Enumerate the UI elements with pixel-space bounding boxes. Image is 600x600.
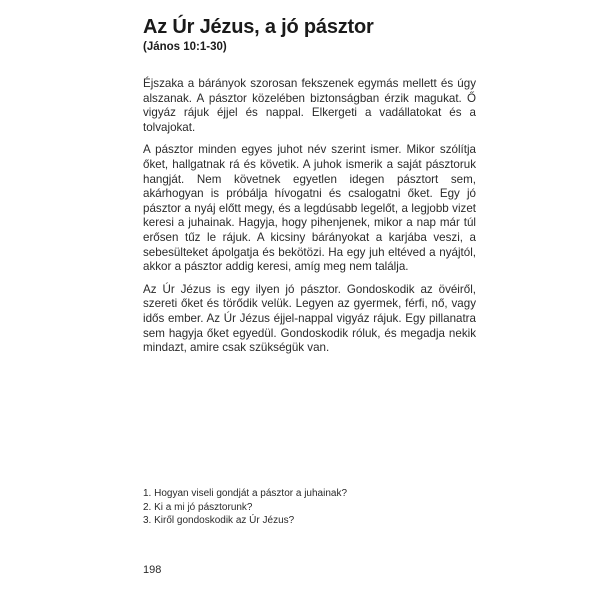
- questions-list: [143, 487, 476, 528]
- question-2: 2. Ki a mi jó pásztorunk?: [143, 501, 253, 513]
- paragraph-2: A pásztor minden egyes juhot név szerint ismer. Mikor szólítja őket, hallgatnak rá és követik. A juhok ismerik a saját pásztoruk hangját. Nem követnek egyetlen idegen pásztort sem, akárhogyan is próbálja hívogatni és csalogatni őket. Egy jó pásztor a nyáj előtt megy, és a legdúsabb legelőt, a legjobb vizet keresi a juhainak. Hagyja, hogy pihenjenek, mikor a nap már túl erősen tűz le rájuk. A kicsiny bárányokat a karjába veszi, a sebesülteket ápolgatja és bekötözi. Ha egy juh eltéved a nyájtól, akkor a pásztor addig keresi, amíg meg nem találja.: [143, 143, 476, 274]
- story-text: [143, 77, 476, 356]
- page-content: [143, 15, 476, 364]
- paragraph-3: Az Úr Jézus is egy ilyen jó pásztor. Gondoskodik az övéiről, szereti őket és törődik velük. Legyen az gyermek, férfi, nő, vagy idős ember. Az Úr Jézus éjjel-nappal vigyáz rájuk. Egy pillanatra sem hagyja őket egyedül. Gondoskodik róluk, és megadja nekik mindazt, amire csak szükségük van.: [143, 282, 476, 355]
- paragraph-1: Éjszaka a bárányok szorosan fekszenek egymás mellett és úgy alszanak. A pásztor közelében biztonságban érzik magukat. Ő vigyáz rájuk éjjel és nappal. Elkergeti a vadállatokat és a tolvajokat.: [143, 77, 476, 134]
- bible-reference: (János 10:1-30): [143, 41, 227, 53]
- question-1: 1. Hogyan viseli gondját a pásztor a juhainak?: [143, 488, 348, 499]
- page-number: 198: [143, 564, 162, 576]
- page-title: Az Úr Jézus, a jó pásztor: [143, 16, 374, 38]
- question-3: 3. Kiről gondoskodik az Úr Jézus?: [143, 515, 295, 526]
